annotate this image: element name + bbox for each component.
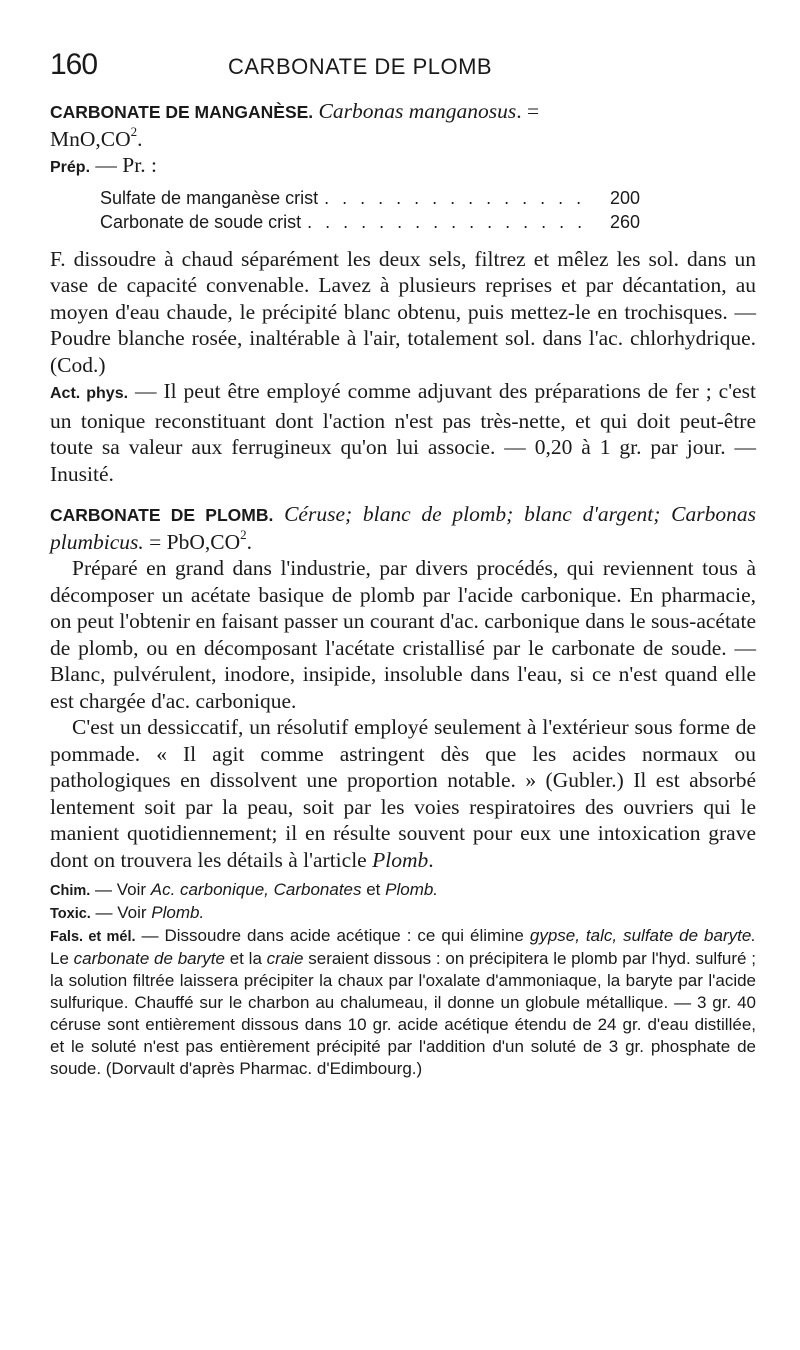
- chim-label: Chim.: [50, 883, 91, 899]
- fals-label: Fals. et mél.: [50, 929, 136, 945]
- fals-text: Le: [50, 949, 74, 968]
- conjunction: et: [361, 880, 386, 899]
- toxic-text: — Voir: [90, 903, 152, 922]
- entry-heading: CARBONATE DE PLOMB.: [50, 505, 274, 525]
- cross-reference: Plomb: [372, 847, 429, 872]
- formula-superscript: 2: [130, 124, 138, 140]
- formula-end: .: [246, 529, 252, 554]
- entry-manganese-title: [50, 98, 756, 152]
- synonyms: Céruse; blanc de plomb; blanc d'argent; Carbonas plumbicus.: [50, 502, 756, 554]
- chemical-formula: MnO,CO: [50, 126, 131, 151]
- entry-heading: CARBONATE DE MANGANÈSE.: [50, 102, 314, 122]
- recipe-quantity: 260: [609, 211, 640, 232]
- formula-end: .: [137, 126, 143, 151]
- recipe-quantity: 200: [609, 187, 640, 208]
- equals-sign: . =: [516, 99, 540, 123]
- preparation-paragraph: F. dissoudre à chaud séparément les deux sels, filtrez et mêlez les sol. dans un vase de capacité convenable. Lavez à plusieurs reprises et par décantation, au moyen d'eau chaude, le précipité blanc obtenu, puis mettez-le en trochisques. — Poudre blanche rosée, inaltérable à l'air, totalement sol. dans l'ac. chlorhydrique. (Cod.): [50, 246, 756, 377]
- chim-line: [50, 879, 756, 902]
- latin-name: Carbonas manganosus: [318, 99, 517, 123]
- toxic-line: [50, 902, 756, 925]
- usage-paragraph: [50, 714, 756, 873]
- cross-reference: Plomb.: [151, 903, 205, 922]
- cross-reference: Plomb.: [385, 880, 439, 899]
- entry-plomb-title: [50, 501, 756, 555]
- recipe-list: [100, 186, 640, 234]
- toxic-label: Toxic.: [50, 906, 91, 922]
- prep-line: [50, 152, 756, 182]
- page-content: [50, 98, 756, 1080]
- running-title: CARBONATE DE PLOMB: [228, 54, 493, 79]
- fals-text: seraient dissous : on précipitera le plomb par l'hyd. sulfuré ; la solution filtrée laissera précipiter la chaux par l'oxalate d'ammoniaque, la baryte par l'acide sulfurique. Chauffé sur le charbon au chalumeau, il donne un globule métallique. — 3 gr. 40 céruse sont entièrement dissous dans 10 gr. acide acétique étendu de 24 gr. d'eau distillée, et le soluté n'est pas entièrement précipité par l'addition d'un soluté de 3 gr. phosphate de soude. (Dorvault d'après Pharmac. d'Edimbourg.): [50, 949, 756, 1078]
- usage-text: C'est un dessiccatif, un résolutif employé seulement à l'extérieur sous forme de pommade. « Il agit comme astringent dès que les acides normaux ou pathologiques en dissolvent une proportion notable. » (Gubler.) Il est absorbé lentement soit par la peau, soit par les voies respiratoires des ouvriers qui le manient quotidiennement; il en résulte souvent pour eux une intoxication grave dont on trouvera les détails à l'article: [50, 715, 756, 872]
- prep-label: Prép.: [50, 159, 91, 176]
- running-head: [50, 48, 756, 84]
- fals-text: — Dissoudre dans acide acétique : ce qui élimine: [135, 926, 530, 945]
- prep-text: — Pr. :: [90, 153, 157, 177]
- substance-name: carbonate de baryte: [73, 949, 225, 968]
- recipe-ingredient: Sulfate de manganèse crist: [100, 187, 319, 208]
- cross-reference: Ac. carbonique, Carbonates: [150, 880, 362, 899]
- action-paragraph: [50, 378, 756, 487]
- leader-dots: [324, 186, 594, 210]
- description-paragraph: Préparé en grand dans l'industrie, par divers procédés, qui reviennent tous à décomposer un acétate basique de plomb par l'acide carbonique. En pharmacie, on peut l'obtenir en faisant passer un courant d'ac. carbonique dans le sous-acétate de plomb, ou en décomposant l'acétate cristallisé par le carbonate de soude. — Blanc, pulvérulent, inodore, insipide, insoluble dans l'eau, si ce n'est quand elle est chargée d'ac. carbonique.: [50, 556, 756, 713]
- formula-superscript: 2: [240, 527, 247, 543]
- chemical-formula: = PbO,CO: [143, 529, 241, 554]
- substance-name: gypse, talc, sulfate de baryte.: [529, 926, 757, 945]
- recipe-row: [100, 210, 640, 234]
- falsification-paragraph: [50, 925, 756, 1080]
- recipe-ingredient: Carbonate de soude crist: [100, 211, 302, 232]
- substance-name: craie: [266, 949, 304, 968]
- act-label: Act. phys.: [50, 385, 129, 402]
- spacer: [50, 487, 756, 501]
- fals-text: et la: [224, 949, 267, 968]
- recipe-row: [100, 186, 640, 210]
- chim-text: — Voir: [90, 880, 151, 899]
- page-number: 160: [50, 48, 98, 81]
- act-text: — Il peut être employé comme adjuvant des préparations de fer ; c'est un tonique reconstituant dont l'action n'est pas très-nette, et qui doit peut-être toute sa valeur aux ferrugineux qu'on lui associe. — 0,20 à 1 gr. par jour. — Inusité.: [50, 379, 756, 486]
- leader-dots: [307, 210, 594, 234]
- period: .: [428, 847, 434, 872]
